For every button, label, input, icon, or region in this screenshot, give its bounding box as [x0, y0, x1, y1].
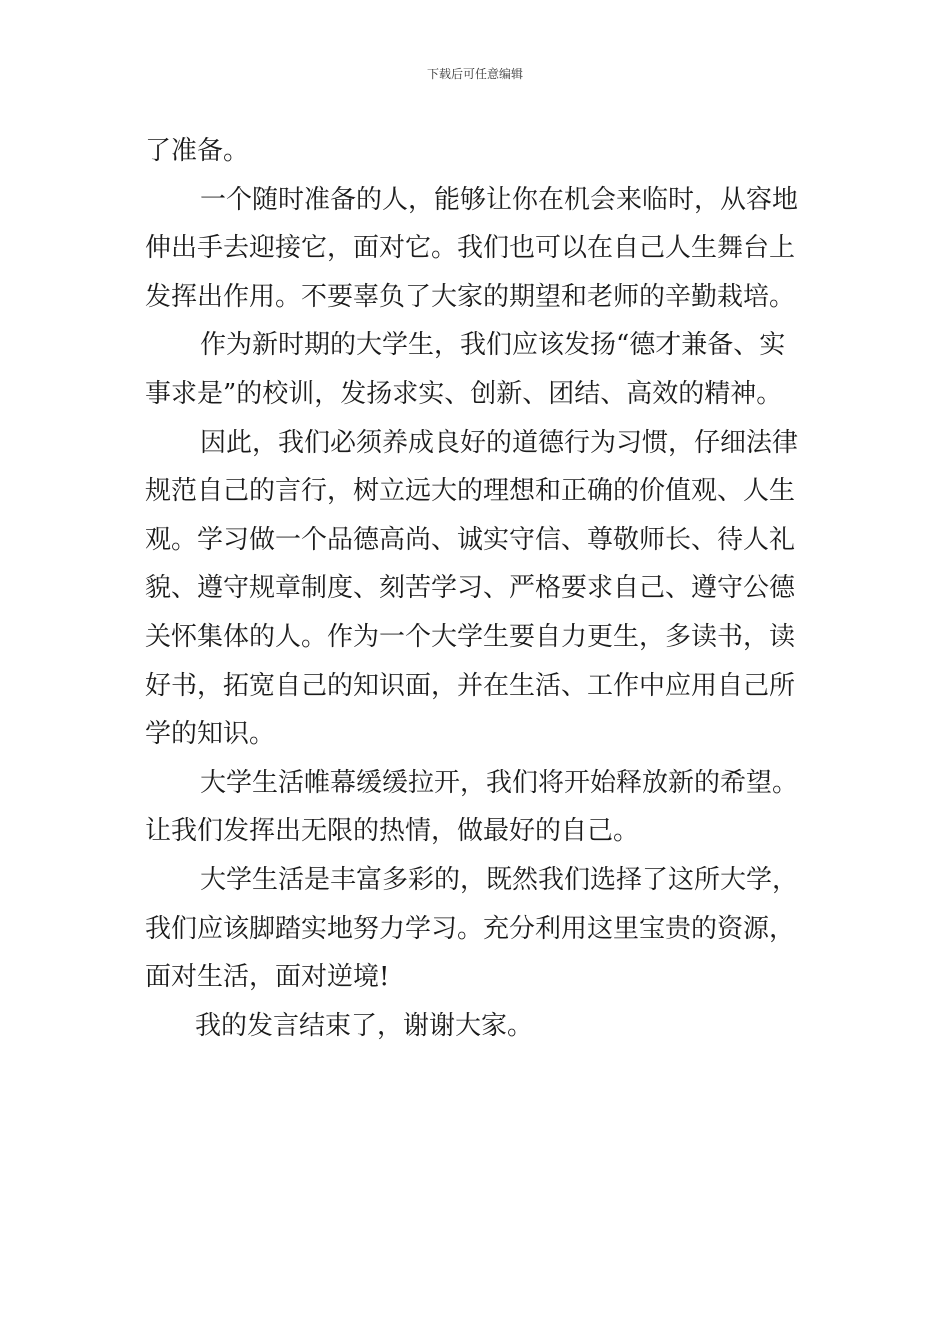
- text-line: 规范自己的言行，树立远大的理想和正确的价值观、人生: [145, 476, 796, 507]
- text-line: 大学生活帷幕缓缓拉开，我们将开始释放新的希望。: [200, 767, 799, 798]
- text-line: 作为新时期的大学生，我们应该发扬“德才兼备、实: [200, 330, 786, 361]
- text-line: 我的发言结束了，谢谢大家。: [195, 1010, 534, 1041]
- text-line: 我们应该脚踏实地努力学习。充分利用这里宝贵的资源，: [145, 913, 796, 944]
- text-line: 因此，我们必须养成良好的道德行为习惯，仔细法律: [200, 427, 799, 458]
- text-line: 面对生活，面对逆境!: [145, 962, 390, 993]
- text-line: 大学生活是丰富多彩的，既然我们选择了这所大学，: [200, 864, 799, 895]
- text-line: 发挥出作用。不要辜负了大家的期望和老师的辛勤栽培。: [145, 281, 796, 312]
- page-header-note: 下载后可任意编辑: [426, 67, 523, 81]
- text-line: 观。学习做一个品德高尚、诚实守信、尊敬师长、待人礼: [145, 524, 796, 555]
- text-line: 了准备。: [145, 136, 250, 166]
- text-line: 貌、遵守规章制度、刻苦学习、严格要求自己、遵守公德: [145, 573, 796, 604]
- document-body: [145, 127, 817, 1050]
- text-line: 伸出手去迎接它，面对它。我们也可以在自己人生舞台上: [145, 233, 796, 264]
- text-line: 学的知识。: [145, 719, 276, 750]
- text-line: 让我们发挥出无限的热情，做最好的自己。: [145, 816, 640, 847]
- text-line: 事求是”的校训，发扬求实、创新、团结、高效的精神。: [145, 378, 783, 409]
- text-line: 一个随时准备的人，能够让你在机会来临时，从容地: [200, 184, 799, 215]
- text-line: 关怀集体的人。作为一个大学生要自力更生，多读书，读: [145, 621, 796, 652]
- text-line: 好书，拓宽自己的知识面，并在生活、工作中应用自己所: [145, 670, 796, 701]
